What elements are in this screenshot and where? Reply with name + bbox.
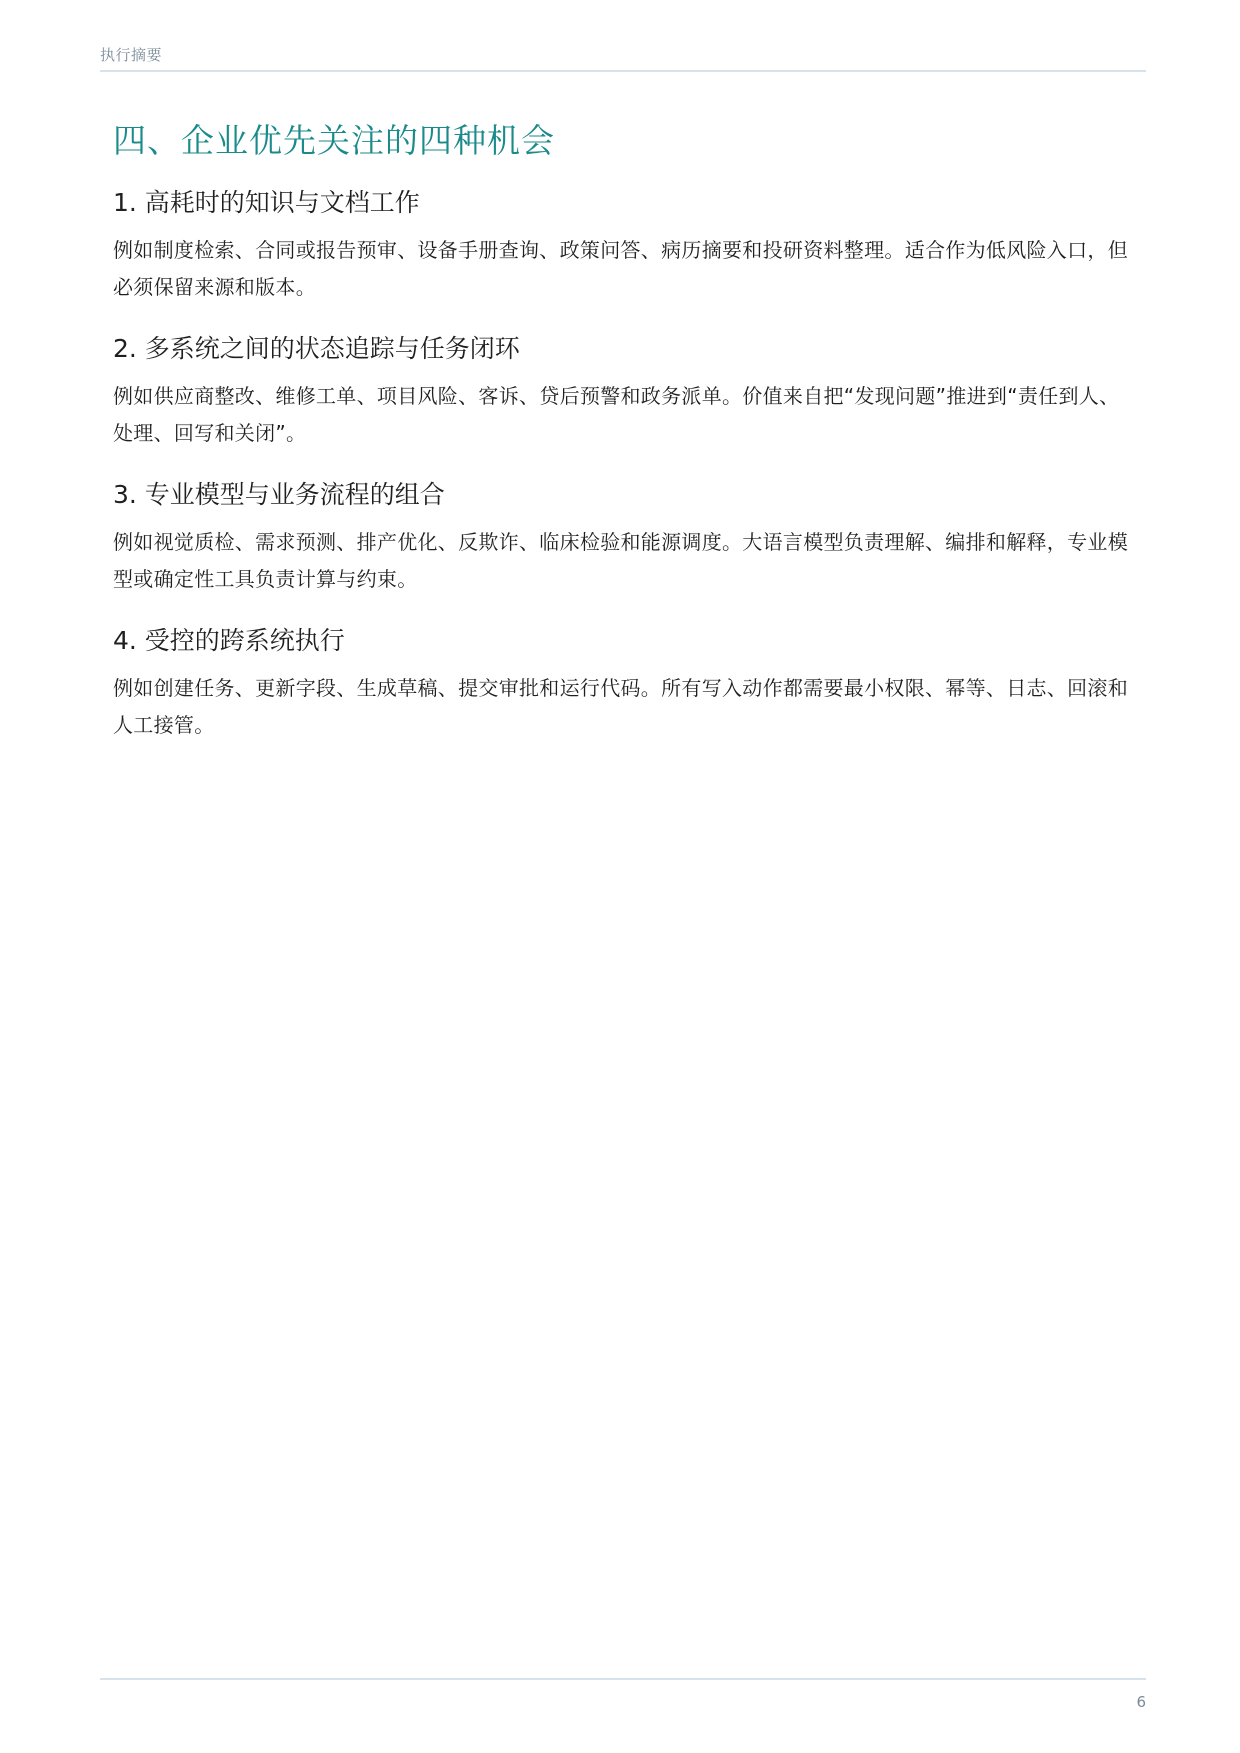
opportunity-heading-4: 4. 受控的跨系统执行 <box>113 626 345 655</box>
page-content <box>113 118 1133 744</box>
opportunity-body-3: 例如视觉质检、需求预测、排产优化、反欺诈、临床检验和能源调度。大语言模型负责理解、编排和解释，专业模型或确定性工具负责计算与约束。 <box>113 530 1128 591</box>
opportunity-heading-3: 3. 专业模型与业务流程的组合 <box>113 480 445 509</box>
opportunity-body-4: 例如创建任务、更新字段、生成草稿、提交审批和运行代码。所有写入动作都需要最小权限、幂等、日志、回滚和人工接管。 <box>113 676 1128 737</box>
opportunity-heading-1: 1. 高耗时的知识与文档工作 <box>113 188 420 217</box>
opportunity-body-1: 例如制度检索、合同或报告预审、设备手册查询、政策问答、病历摘要和投研资料整理。适合作为低风险入口，但必须保留来源和版本。 <box>113 238 1128 299</box>
opportunity-heading-2: 2. 多系统之间的状态追踪与任务闭环 <box>113 334 520 363</box>
opportunity-body-2: 例如供应商整改、维修工单、项目风险、客诉、贷后预警和政务派单。价值来自把“发现问题”推进到“责任到人、处理、回写和关闭”。 <box>113 384 1120 445</box>
header-divider <box>100 70 1146 72</box>
footer-divider <box>100 1678 1146 1680</box>
running-header: 执行摘要 <box>100 46 163 64</box>
page-number: 6 <box>1136 1693 1146 1711</box>
section-title: 四、企业优先关注的四种机会 <box>113 121 555 160</box>
